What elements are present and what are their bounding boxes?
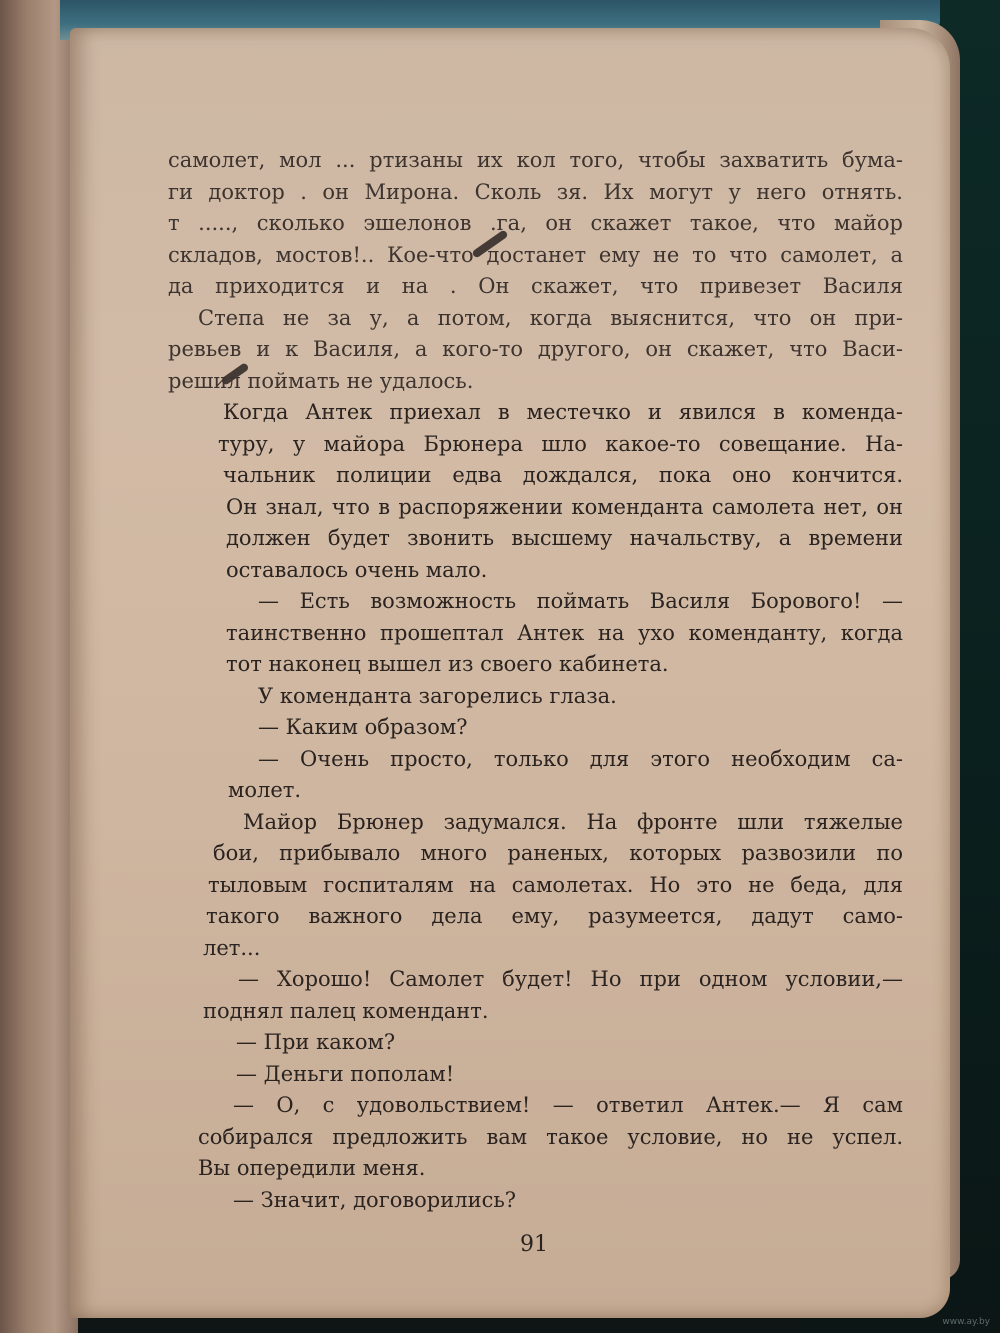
text-line: молет.	[228, 778, 302, 802]
text-line: тыловым госпиталям на самолетах. Но это не беда, для	[208, 872, 903, 897]
text-line: самолет, мол ... ртизаны их кол того, чтобы захватить бума-	[168, 148, 903, 172]
text-line: ревьев и к Василя, а кого-то другого, он скажет, что Васи-	[168, 337, 903, 361]
page-text	[168, 145, 903, 1216]
text-line: поднял палец комендант.	[203, 998, 489, 1023]
text-line: — Очень просто, только для этого необходим са-	[258, 746, 903, 771]
text-line: Степа не за у, а потом, когда выяснится, что он при-	[198, 305, 903, 330]
text-line: туру, у майора Брюнера шло какое-то совещание. На-	[218, 431, 903, 456]
text-line: — О, с удовольствием! — ответил Антек.— Я сам	[233, 1093, 903, 1117]
text-line: тот наконец вышел из своего кабинета.	[226, 652, 669, 676]
text-line: Он знал, что в распоряжении коменданта самолета нет, он	[226, 494, 903, 519]
text-line: решил поймать не удалось.	[168, 368, 474, 393]
facing-page-edge	[0, 0, 78, 1333]
text-line: оставалось очень мало.	[226, 557, 488, 582]
text-line: должен будет звонить высшему начальству, а времени	[226, 526, 903, 550]
text-line: Когда Антек приехал в местечко и явился в коменда-	[223, 400, 903, 424]
text-line: да приходится и на . Он скажет, что привезет Василя	[168, 274, 903, 298]
text-line: т ....., сколько эшелонов .га, он скажет такое, что майор	[168, 211, 903, 235]
text-line: — Каким образом?	[258, 715, 468, 739]
text-line: — Есть возможность поймать Василя Борового! —	[258, 589, 903, 613]
text-line: — Значит, договорились?	[233, 1187, 517, 1212]
text-line: собирался предложить вам такое условие, но не успел.	[198, 1124, 903, 1149]
page-number: 91	[520, 1232, 548, 1257]
text-line: Майор Брюнер задумался. На фронте шли тяжелые	[243, 809, 903, 834]
watermark: www.ay.by	[942, 1317, 990, 1327]
text-line: Вы опередили меня.	[198, 1156, 426, 1180]
text-line: чальник полиции едва дождался, пока оно кончится.	[223, 463, 903, 487]
text-line: — При каком?	[236, 1030, 396, 1054]
text-line: — Хорошо! Самолет будет! Но при одном условии,—	[238, 967, 903, 991]
text-line: У коменданта загорелись глаза.	[258, 683, 617, 708]
text-line: лет...	[203, 935, 261, 960]
text-line: бои, прибывало много раненых, которых развозили по	[213, 841, 903, 865]
text-line: такого важного дела ему, разумеется, дадут само-	[206, 904, 903, 928]
text-line: ги доктор . он Мирона. Сколь зя. Их могут у него отнять.	[168, 179, 903, 204]
text-line: таинственно прошептал Антек на ухо коменданту, когда	[226, 620, 903, 645]
text-line: складов, мостов!.. Кое-что достанет ему не то что самолет, а	[168, 242, 903, 267]
text-line: — Деньги пополам!	[236, 1061, 455, 1086]
